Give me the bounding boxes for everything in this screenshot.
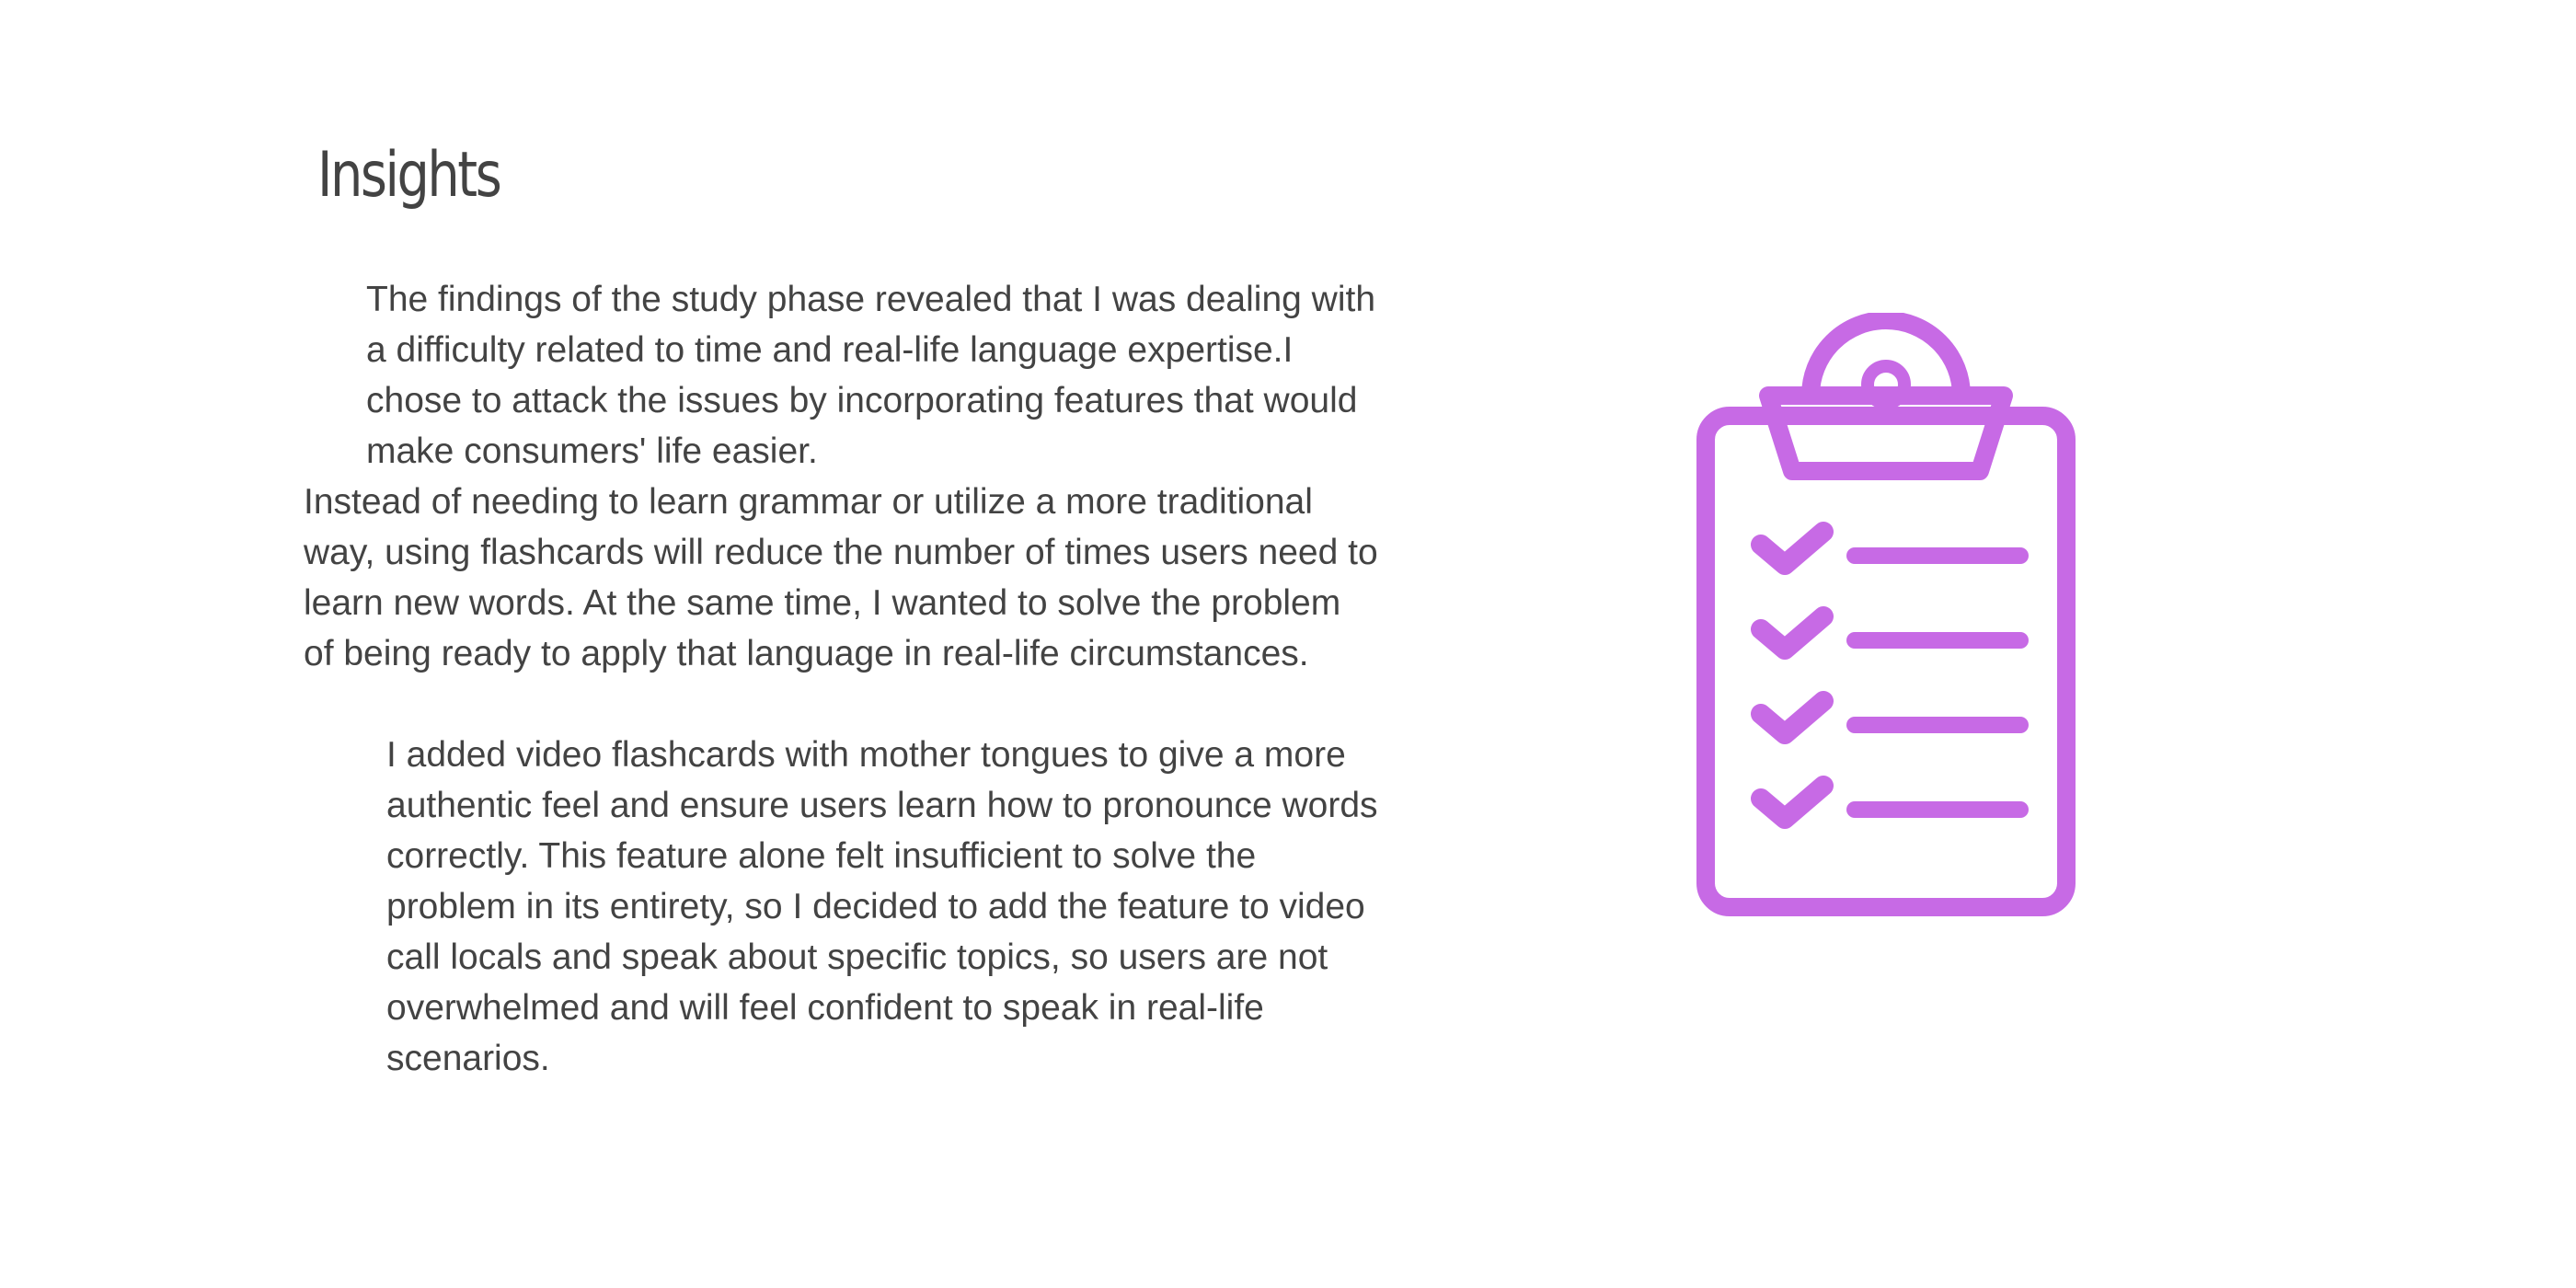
check-icon <box>1761 786 1823 819</box>
checklist-row <box>1761 701 2020 734</box>
checklist-row <box>1761 616 2020 650</box>
clipboard-checklist-icon <box>1684 313 2088 929</box>
paragraph-spacer <box>304 679 1380 730</box>
checklist-row <box>1761 532 2020 565</box>
checklist-row <box>1761 786 2020 819</box>
paragraph-video-flashcards: I added video flashcards with mother tongues to give a more authentic feel and ensure users learn how to pronounce words correctly. This feature alone felt insufficient to solve the problem in its entirety, so I decided to add the feature to video call locals and speak about specific topics, so users are not overwhelmed and will feel confident to speak in real-life scenarios. <box>386 735 1378 1078</box>
page-title: Insights <box>317 139 500 212</box>
check-icon <box>1761 701 1823 734</box>
check-icon <box>1761 616 1823 650</box>
paragraph-flashcards: Instead of needing to learn grammar or utilize a more traditional way, using flashcards will reduce the number of times users need to learn new words. At the same time, I wanted to solve the problem of being ready to apply that language in real-life circumstances. <box>304 482 1378 673</box>
paragraph-findings: The findings of the study phase revealed that I was dealing with a difficulty related to time and real-life language expertise.I chose to attack the issues by incorporating features that would make consumers' life easier. <box>366 280 1376 471</box>
check-icon <box>1761 532 1823 565</box>
clipboard-clip-ring <box>1811 320 1961 396</box>
body-text <box>304 274 1380 1084</box>
clipboard-board <box>1706 416 2066 907</box>
